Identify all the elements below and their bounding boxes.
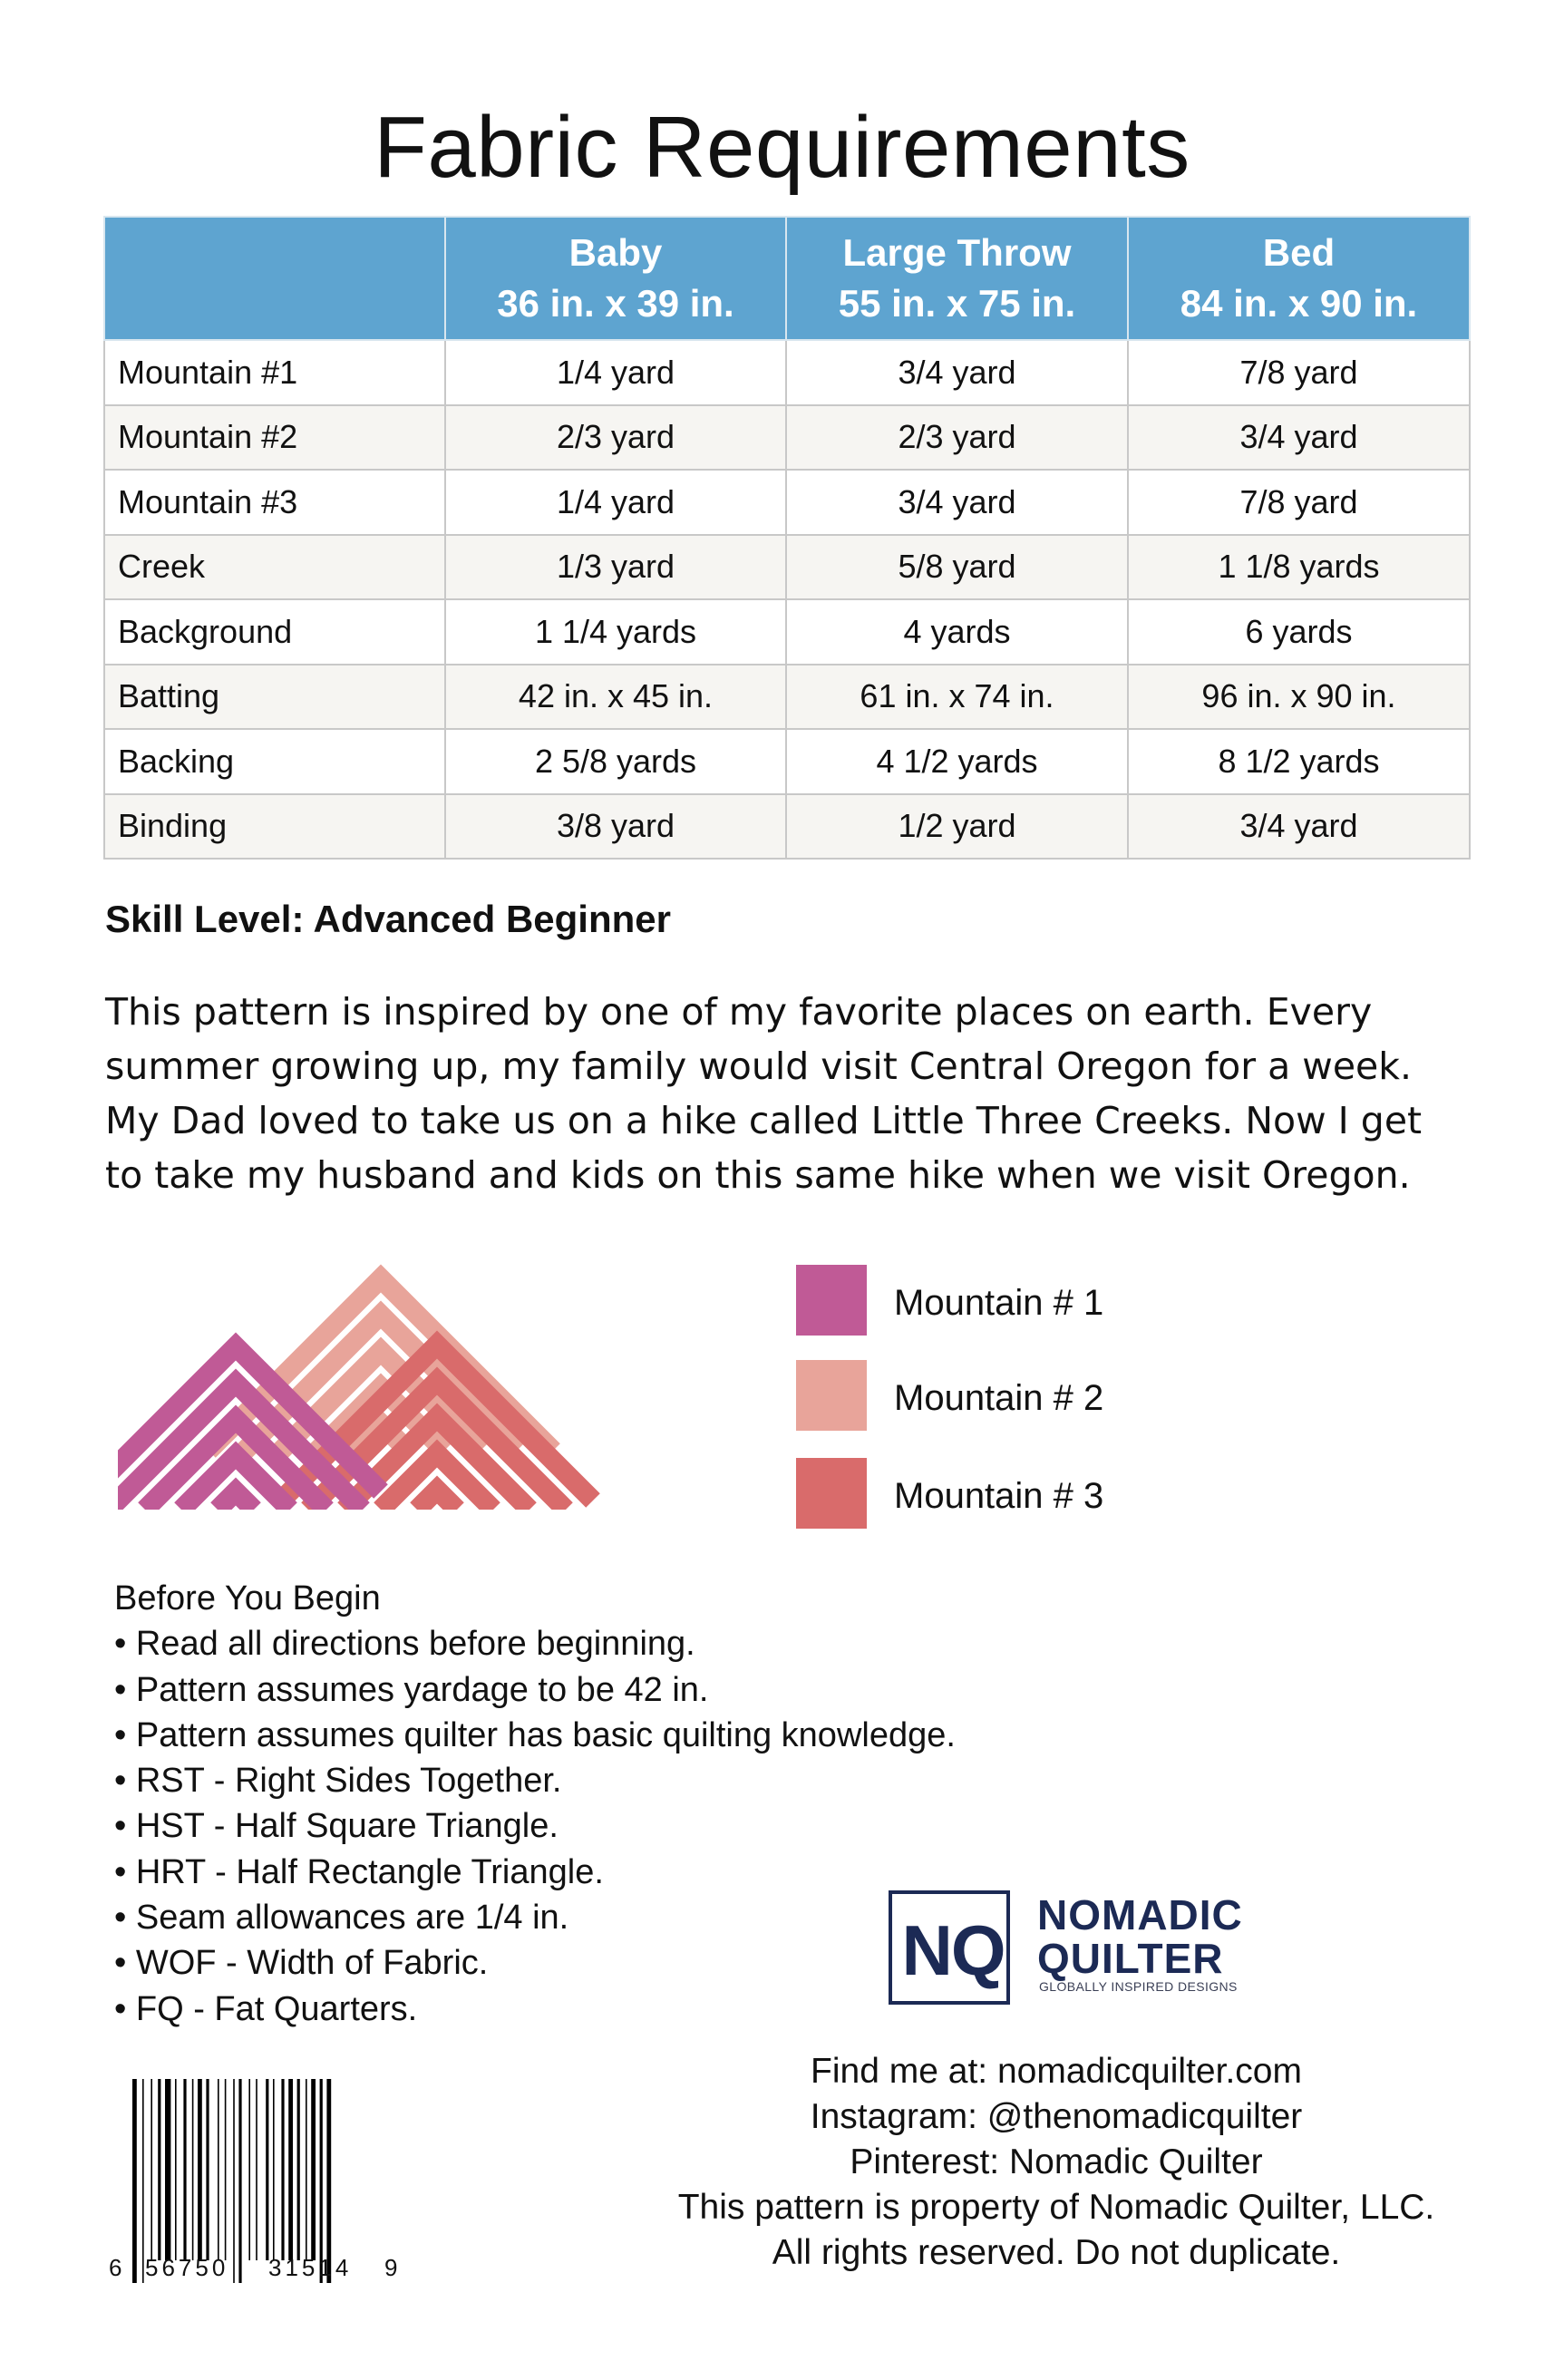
contact-line: Pinterest: Nomadic Quilter (850, 2142, 1263, 2181)
bed-cell: 6 yards (1128, 599, 1470, 665)
list-item: • Seam allowances are 1/4 in. (114, 1899, 569, 1938)
legend-label: Mountain # 2 (894, 1378, 1104, 1418)
list-item: • WOF - Width of Fabric. (114, 1944, 489, 1983)
barcode-bar (198, 2079, 202, 2260)
throw-cell: 2/3 yard (786, 405, 1128, 471)
legend-label: Mountain # 3 (894, 1476, 1104, 1516)
baby-cell: 1 1/4 yards (445, 599, 786, 665)
table-row (104, 599, 1470, 665)
bed-cell: 7/8 yard (1128, 470, 1470, 535)
header-size: 84 in. x 90 in. (1180, 282, 1418, 325)
barcode-bar (273, 2079, 275, 2260)
baby-cell: 2 5/8 yards (445, 729, 786, 794)
barcode-bar (256, 2079, 257, 2260)
logo-monogram: NQ (901, 1910, 1005, 1990)
list-item: • HRT - Half Rectangle Triangle. (114, 1852, 604, 1891)
header-large-throw (786, 217, 1128, 340)
header-name: Baby (568, 231, 663, 274)
list-item: • Pattern assumes yardage to be 42 in. (114, 1670, 709, 1709)
legend-swatch (796, 1458, 867, 1529)
contact-info (598, 2049, 1514, 2276)
table-header-row (104, 217, 1470, 340)
header-bed (1128, 217, 1470, 340)
story-line: summer growing up, my family would visit Central Oregon for a week. (105, 1044, 1413, 1088)
logo-word-nomadic: NOMADIC (1037, 1891, 1243, 1938)
barcode-bar (297, 2079, 300, 2260)
list-item: • Pattern assumes quilter has basic quilting knowledge. (114, 1715, 956, 1754)
barcode-bar (206, 2079, 209, 2260)
barcode-bar (132, 2079, 137, 2283)
contact-line: All rights reserved. Do not duplicate. (772, 2233, 1341, 2272)
barcode-bar (218, 2079, 219, 2260)
before-you-begin-list (114, 1576, 956, 2032)
barcode-bar (306, 2079, 307, 2260)
story-line: to take my husband and kids on this same hike when we visit Oregon. (105, 1153, 1411, 1197)
throw-cell: 61 in. x 74 in. (786, 665, 1128, 730)
logo-monogram-box (889, 1890, 1010, 2005)
list-item: • FQ - Fat Quarters. (114, 1989, 418, 2028)
baby-cell: 1/4 yard (445, 470, 786, 535)
barcode-bar (192, 2079, 194, 2260)
list-item: • RST - Right Sides Together. (114, 1762, 562, 1801)
page-title: Fabric Requirements (374, 99, 1190, 196)
story-paragraph (105, 985, 1483, 1202)
legend-item-mountain-1 (796, 1265, 1340, 1337)
baby-cell: 2/3 yard (445, 405, 786, 471)
barcode-bar (158, 2079, 160, 2260)
row-label: Mountain #2 (104, 405, 445, 471)
throw-cell: 4 yards (786, 599, 1128, 665)
logo-word-quilter: QUILTER (1037, 1935, 1224, 1982)
story-line: This pattern is inspired by one of my favorite places on earth. Every (105, 990, 1373, 1034)
barcode-bar (151, 2079, 152, 2260)
header-size: 36 in. x 39 in. (497, 282, 734, 325)
barcode-bar (326, 2079, 331, 2283)
throw-cell: 3/4 yard (786, 340, 1128, 405)
barcode-bar (175, 2079, 177, 2260)
logo-tagline: GLOBALLY INSPIRED DESIGNS (1039, 1979, 1238, 1994)
bed-cell: 7/8 yard (1128, 340, 1470, 405)
table-row (104, 794, 1470, 860)
table-row (104, 470, 1470, 535)
legend-item-mountain-3 (796, 1458, 1340, 1530)
table-row (104, 405, 1470, 471)
barcode-digit-check: 9 (384, 2254, 398, 2281)
table-row (104, 729, 1470, 794)
row-label: Mountain #3 (104, 470, 445, 535)
legend-swatch (796, 1360, 867, 1431)
legend-swatch (796, 1265, 867, 1336)
story-line: My Dad loved to take us on a hike called Little Three Creeks. Now I get (105, 1099, 1423, 1142)
throw-cell: 5/8 yard (786, 535, 1128, 600)
baby-cell: 1/4 yard (445, 340, 786, 405)
mountains-illustration (118, 1247, 698, 1519)
header-size: 55 in. x 75 in. (838, 282, 1076, 325)
barcode-bar (183, 2079, 186, 2260)
legend-item-mountain-2 (796, 1360, 1340, 1433)
row-label: Binding (104, 794, 445, 860)
bed-cell: 3/4 yard (1128, 794, 1470, 860)
fabric-requirements-table (103, 216, 1471, 860)
table-row (104, 665, 1470, 730)
bed-cell: 1 1/8 yards (1128, 535, 1470, 600)
barcode-bar (238, 2079, 241, 2283)
barcode-bar (311, 2079, 316, 2260)
bed-cell: 96 in. x 90 in. (1128, 665, 1470, 730)
barcode-bar (165, 2079, 170, 2260)
skill-level: Skill Level: Advanced Beginner (105, 898, 671, 940)
barcode-bar (266, 2079, 268, 2260)
baby-cell: 1/3 yard (445, 535, 786, 600)
section-heading: Before You Begin (114, 1579, 381, 1617)
barcode-digits-right: 31514 (268, 2254, 353, 2281)
throw-cell: 4 1/2 yards (786, 729, 1128, 794)
header-baby (445, 217, 786, 340)
header-name: Bed (1262, 231, 1336, 274)
bed-cell: 3/4 yard (1128, 405, 1470, 471)
throw-cell: 3/4 yard (786, 470, 1128, 535)
row-label: Mountain #1 (104, 340, 445, 405)
barcode-bar (233, 2079, 235, 2283)
contact-line: Instagram: @thenomadicquilter (810, 2097, 1303, 2136)
barcode-digits-left: 56750 (145, 2254, 229, 2281)
header-empty-cell (104, 217, 445, 340)
legend-label: Mountain # 1 (894, 1283, 1104, 1323)
table-row (104, 340, 1470, 405)
list-item: • Read all directions before beginning. (114, 1625, 695, 1664)
row-label: Backing (104, 729, 445, 794)
table-row (104, 535, 1470, 600)
header-name: Large Throw (842, 231, 1072, 274)
barcode-bar (320, 2079, 323, 2283)
list-item: • HST - Half Square Triangle. (114, 1807, 559, 1846)
contact-line: This pattern is property of Nomadic Quilter, LLC. (677, 2188, 1435, 2227)
throw-cell: 1/2 yard (786, 794, 1128, 860)
barcode-bar (248, 2079, 250, 2260)
barcode-bar (288, 2079, 293, 2260)
barcode-digit-lead: 6 (109, 2254, 122, 2281)
baby-cell: 42 in. x 45 in. (445, 665, 786, 730)
barcode-bar (142, 2079, 144, 2283)
row-label: Batting (104, 665, 445, 730)
contact-line: Find me at: nomadicquilter.com (811, 2052, 1302, 2091)
baby-cell: 3/8 yard (445, 794, 786, 860)
row-label: Background (104, 599, 445, 665)
barcode-bar (281, 2079, 284, 2260)
barcode-bar (225, 2079, 227, 2260)
bed-cell: 8 1/2 yards (1128, 729, 1470, 794)
row-label: Creek (104, 535, 445, 600)
